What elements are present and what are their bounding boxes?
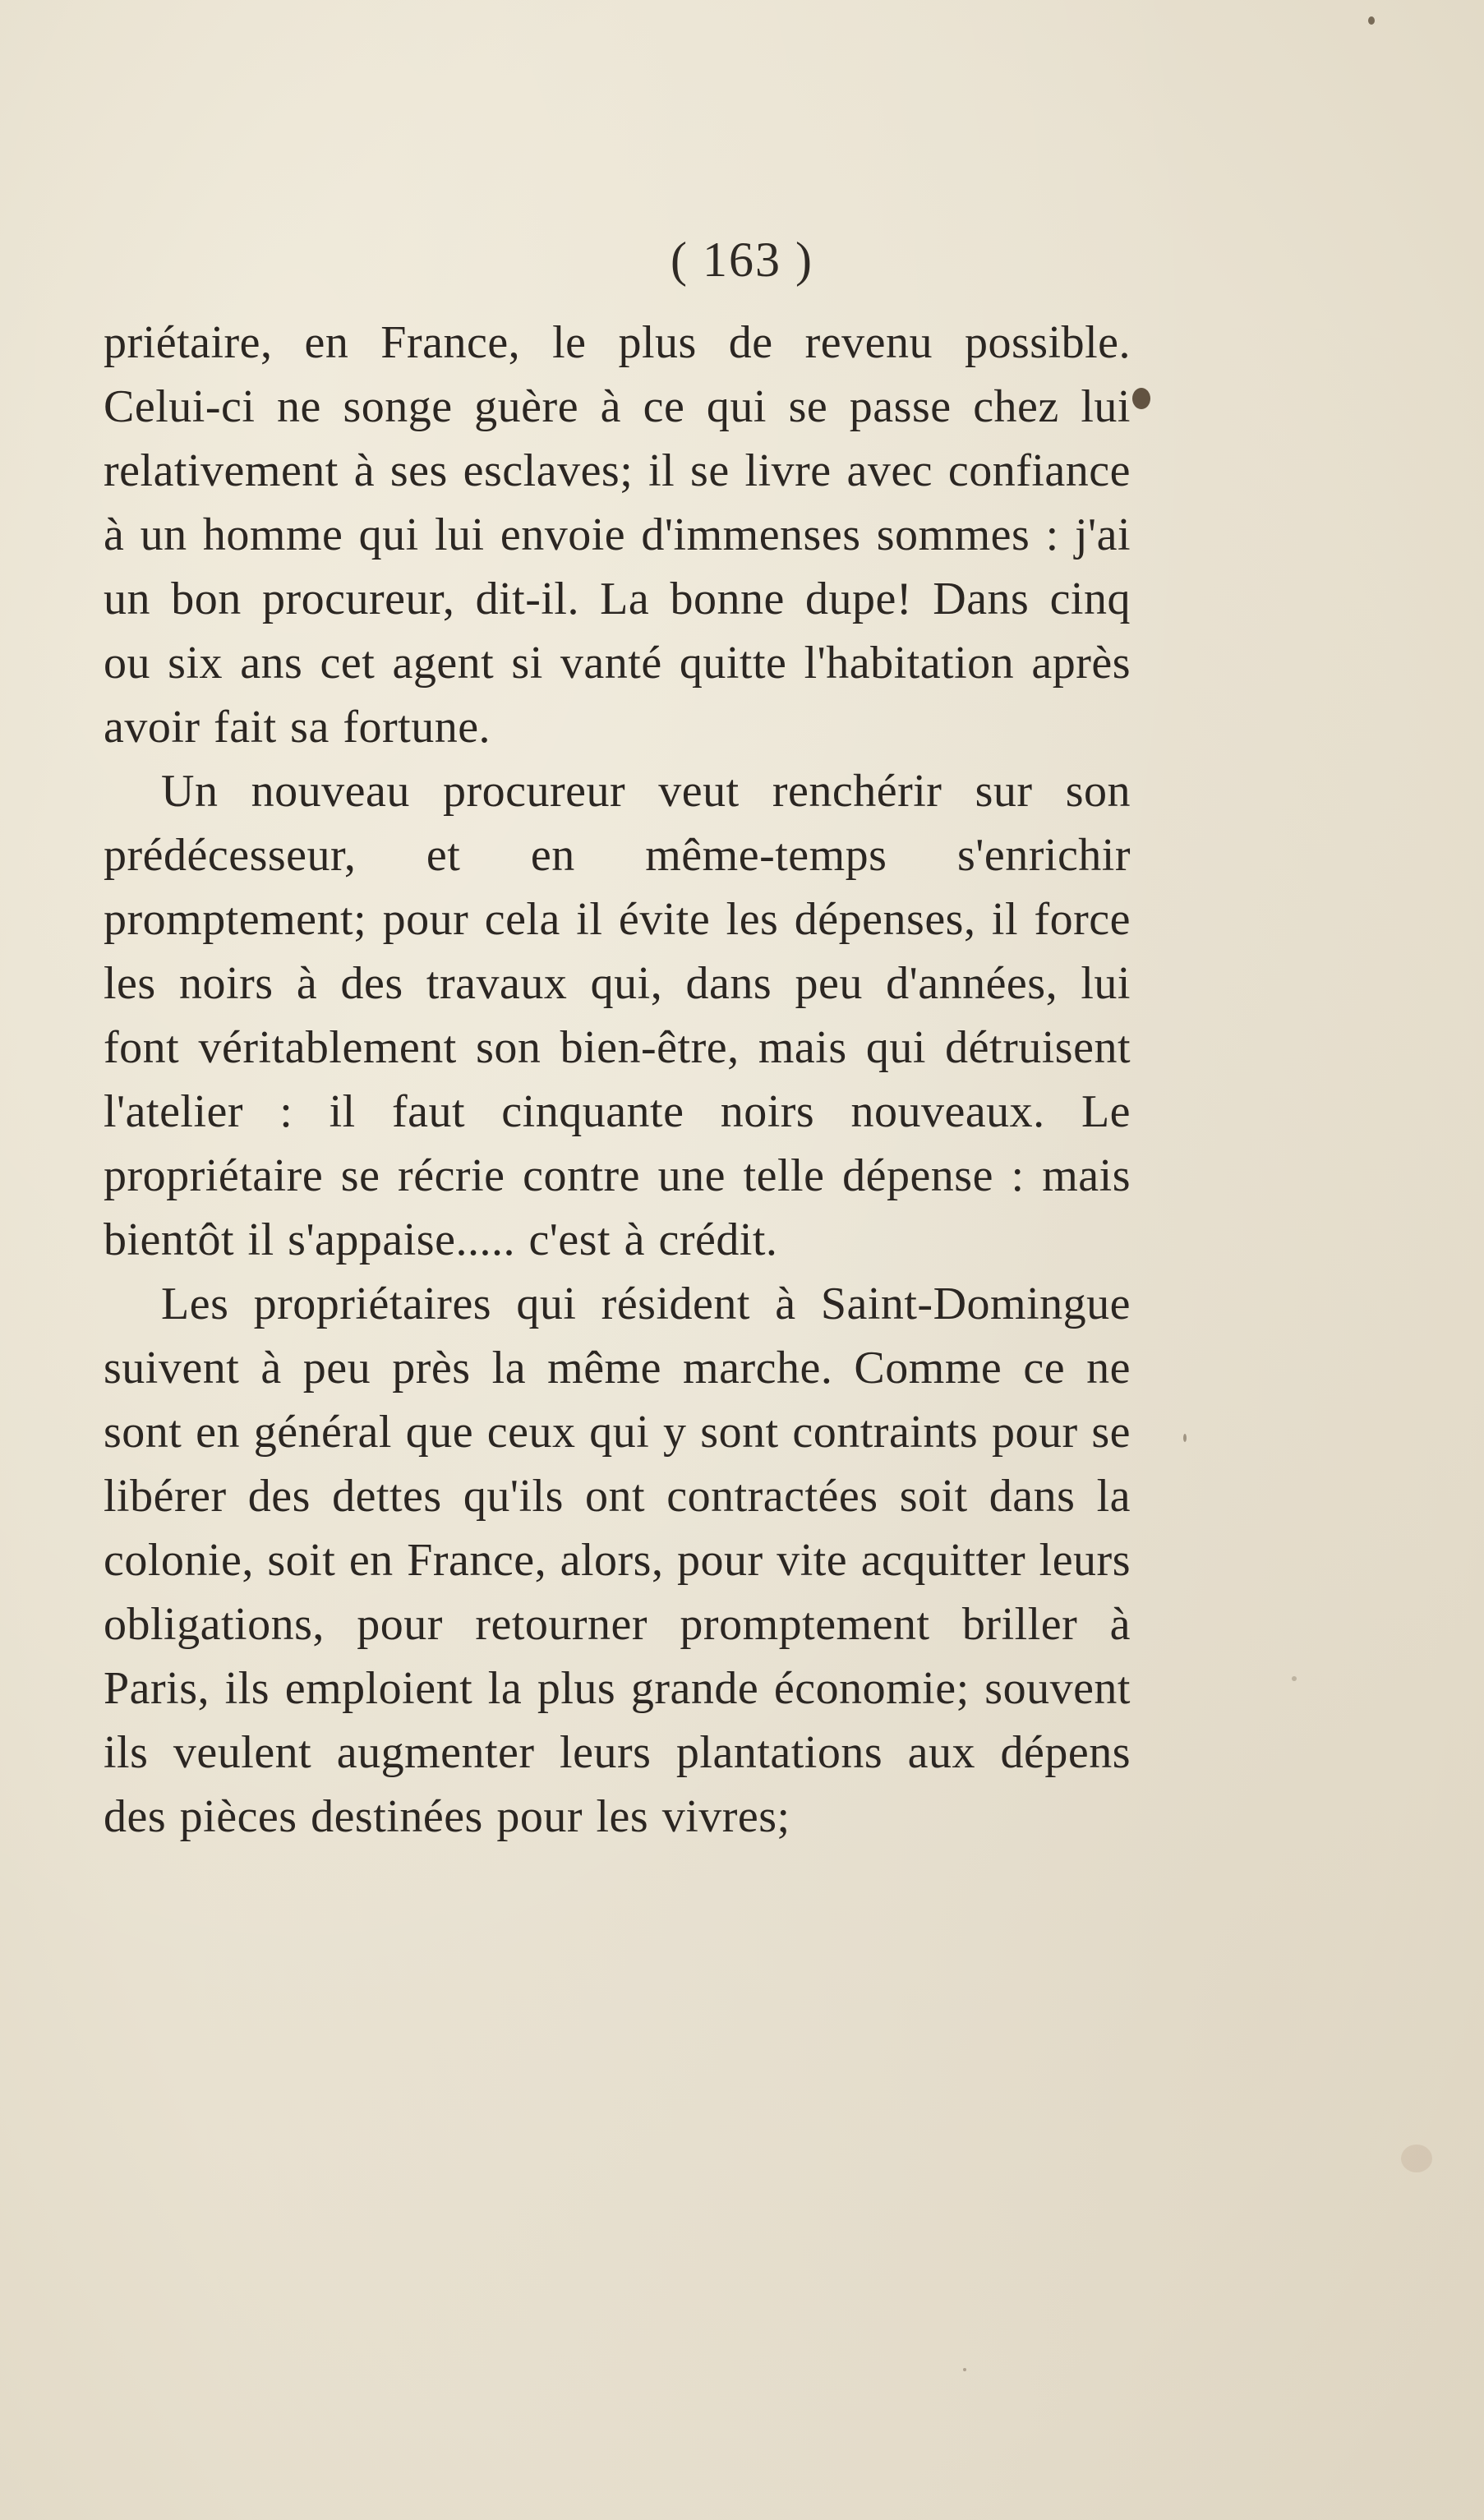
dust-speck bbox=[1368, 16, 1375, 25]
dust-speck bbox=[1183, 1434, 1187, 1442]
paragraph-3: Les propriétaires qui résident à Saint-Domingue suivent à peu près la même marche. Comme ce ne sont en général que ceux qui y sont contraints pour se libérer des dettes qu'ils ont contractées soit dans la colonie, soit en France, alors, pour vite acquitter leurs obligations, pour retourner promptement briller à Paris, ils emploient la plus grande économie; souvent ils veulent augmenter leurs plantations aux dépens des pièces destinées pour les vivres; bbox=[104, 1278, 1131, 1842]
paragraph-2: Un nouveau procureur veut renchérir sur son prédécesseur, et en même-temps s'enrichir promptement; pour cela il évite les dépenses, il force les noirs à des travaux qui, dans peu d'années, lui font véritablement son bien-être, mais qui détruisent l'atelier : il faut cinquante noirs nouveaux. Le propriétaire se récrie contre une telle dépense : mais bientôt il s'appaise..... c'est à crédit. bbox=[104, 766, 1131, 1265]
paragraph-1: priétaire, en France, le plus de revenu possible. Celui-ci ne songe guère à ce qui se passe chez lui relativement à ses esclaves; il se livre avec confiance à un homme qui lui envoie d'immenses sommes : j'ai un bon procureur, dit-il. La bonne dupe! Dans cinq ou six ans cet agent si vanté quitte l'habitation après avoir fait sa fortune. bbox=[104, 317, 1131, 753]
ink-blot bbox=[1132, 388, 1150, 409]
page-number: ( 163 ) bbox=[671, 233, 813, 287]
foxing-stain bbox=[1292, 1676, 1297, 1681]
body-text bbox=[104, 311, 1131, 1849]
dust-speck bbox=[963, 2368, 966, 2371]
foxing-stain bbox=[1401, 2145, 1432, 2172]
